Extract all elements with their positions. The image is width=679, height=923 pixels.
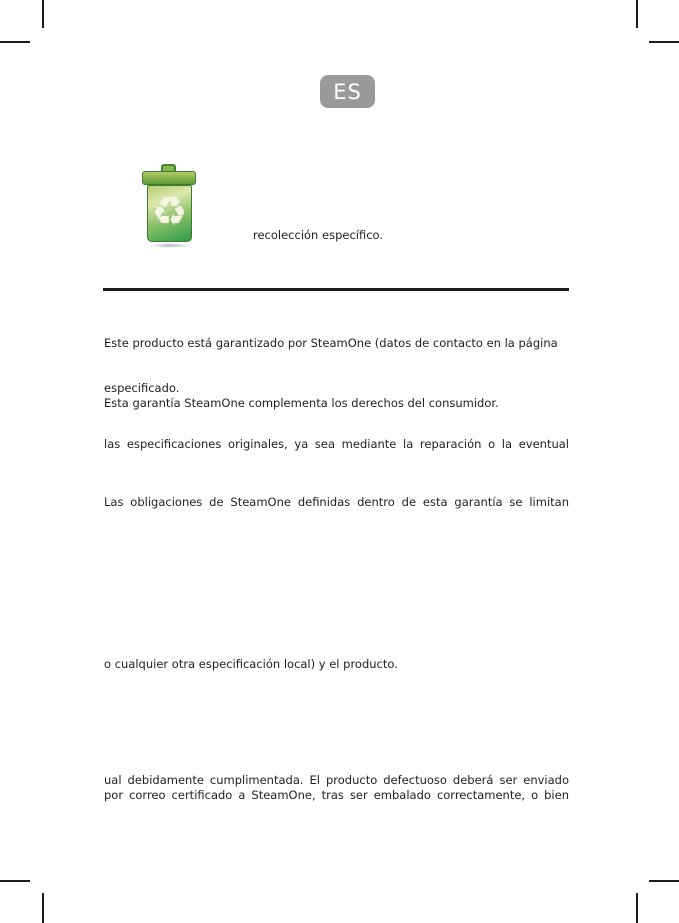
crop-mark-top-right-vertical: [636, 0, 638, 28]
crop-mark-bottom-left-vertical: [42, 893, 44, 923]
recycle-bin-icon: [141, 163, 198, 248]
warranty-text-line: por correo certificado a SteamOne, tras ser embalado correctamente, o bien: [104, 788, 569, 802]
recycle-bin-lid: [142, 171, 196, 185]
crop-mark-top-left-horizontal: [0, 41, 30, 43]
warranty-text-line: Las obligaciones de SteamOne definidas dentro de esta garantía se limitan: [104, 495, 569, 509]
warranty-text-line: las especificaciones originales, ya sea mediante la reparación o la eventual: [104, 437, 569, 451]
warranty-text-line: ual debidamente cumplimentada. El producto defectuoso deberá ser enviado: [104, 773, 569, 787]
crop-mark-bottom-right-vertical: [636, 893, 638, 923]
recycle-caption: recolección específico.: [253, 228, 384, 242]
crop-mark-bottom-right-horizontal: [649, 880, 679, 882]
crop-mark-bottom-left-horizontal: [0, 880, 30, 882]
section-divider: [103, 288, 569, 291]
language-badge: ES: [320, 75, 375, 108]
crop-mark-top-right-horizontal: [649, 41, 679, 43]
warranty-text-line: o cualquier otra especificación local) y el producto.: [104, 657, 398, 671]
warranty-text-line: Esta garantía SteamOne complementa los derechos del consumidor.: [104, 396, 499, 410]
crop-mark-top-left-vertical: [42, 0, 44, 28]
recycle-bin-body: [147, 185, 192, 242]
warranty-text-line: Este producto está garantizado por SteamOne (datos de contacto en la página: [104, 336, 558, 350]
warranty-text-line: especificado.: [104, 381, 180, 395]
recycle-symbol-icon: ♻: [151, 189, 188, 235]
recycle-bin-shadow: [149, 243, 191, 248]
